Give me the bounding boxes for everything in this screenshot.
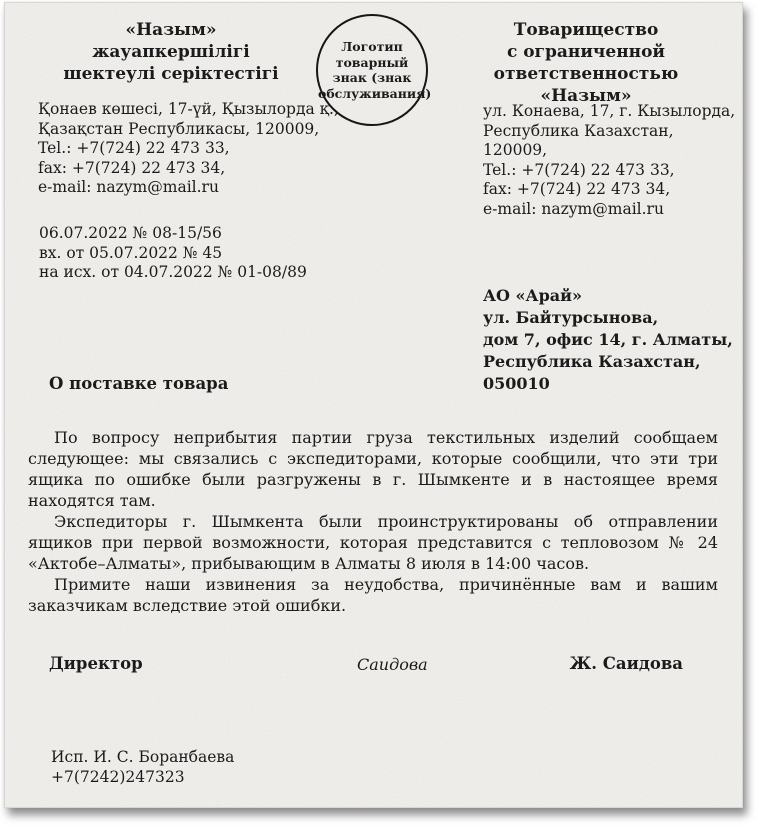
sender-title-kk [21,19,321,85]
sender-title-ru-line: «Назым» [540,86,632,106]
address-line: fax: +7(724) 22 473 34, [38,158,226,177]
sender-title-kk-line: «Назым» [125,20,217,40]
sender-address-ru [483,102,742,219]
address-line: e-mail: nazym@mail.ru [38,178,219,196]
subject-line: О поставке товара [49,374,229,393]
sender-title-ru-line: Товарищество [513,20,659,40]
body-paragraph: Примите наши извинения за неудобства, причинённые вам и вашим заказчикам вследствие этой ошибки. [28,575,718,615]
sender-title-ru-line: с ограниченной ответственностью [493,42,679,84]
sender-title-kk-line: жауапкершілігі [92,42,250,62]
recipient-line: АО «Арай» [483,286,582,305]
body-paragraph: По вопросу неприбытия партии груза текстильных изделий сообщаем следующее: мы связались с экспедиторами, которые сообщили, что эти три ящика по ошибке были разгружены в г. Шымкенте и в настоящее время находятся там. [28,428,718,510]
address-line: e-mail: nazym@mail.ru [483,199,664,218]
body-paragraph: Экспедиторы г. Шымкента были проинструктированы об отправлении ящиков при первой возможности, которая представится с тепловозом № 24 «Актобе–Алматы», прибывающим в Алматы 8 июля в 14:00 часов. [28,512,718,573]
executor-block [51,748,234,787]
signature-handwritten: Саидова [357,655,428,674]
executor-phone: +7(7242)247323 [51,767,185,786]
address-line: Қонаев көшесі, 17-үй, Қызылорда қ., [38,100,339,118]
reference-block [39,224,307,283]
sender-title-ru [436,19,736,107]
logo-stamp-line: знак (знак [332,70,412,85]
address-line: Қазақстан Республикасы, 120009, [38,119,320,138]
recipient-block [483,285,742,395]
logo-stamp-line: Логотип [341,39,403,54]
recipient-line: ул. Байтурсынова, [483,308,659,327]
logo-stamp-line: обслуживания) [318,85,432,101]
recipient-line: Республика Казахстан, 050010 [483,352,701,393]
signature-name: Ж. Саидова [569,654,683,673]
incoming-reference: вх. от 05.07.2022 № 45 [39,243,223,262]
address-line: Tel.: +7(724) 22 473 33, [483,160,675,179]
address-line: ул. Конаева, 17, г. Кызылорда, [483,102,736,120]
address-line: Республика Казахстан, 120009, [483,121,674,159]
sender-address-kk [38,100,339,198]
recipient-line: дом 7, офис 14, г. Алматы, [483,330,733,349]
outgoing-reference: 06.07.2022 № 08-15/56 [39,224,222,242]
reply-reference: на исх. от 04.07.2022 № 01-08/89 [39,263,307,281]
sender-title-kk-line: шектеулі серіктестігі [63,64,279,84]
logo-stamp-line: товарный [335,54,409,70]
address-line: fax: +7(724) 22 473 34, [483,180,671,198]
address-line: Tel.: +7(724) 22 473 33, [38,139,230,157]
letter-body [28,427,718,616]
signature-position: Директор [49,654,143,673]
executor-name: Исп. И. С. Боранбаева [51,748,235,766]
letter-page [4,2,743,808]
